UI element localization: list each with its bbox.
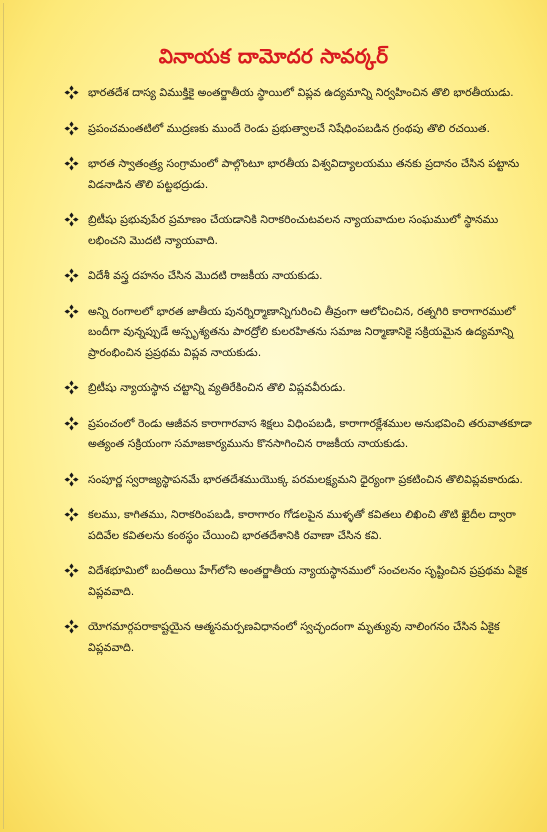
list-item	[64, 414, 534, 455]
list-item	[64, 83, 534, 104]
four-diamond-ornament-icon	[64, 212, 79, 227]
list-item-text: యోగమార్గపరాకాష్టయైన ఆత్మసమర్పణవిధానంలో స్వచ్ఛందంగా మృత్యువు నాలింగనం చేసిన ఏకైక విప్లవవాది.	[88, 620, 500, 654]
four-diamond-ornament-icon	[64, 85, 79, 100]
four-diamond-ornament-icon	[64, 304, 79, 319]
four-diamond-ornament-icon	[64, 268, 79, 283]
list-item	[64, 561, 534, 602]
list-item	[64, 470, 534, 491]
list-item-text: భారత స్వాతంత్ర్య సంగ్రామంలో పాల్గొంటూ భారతీయ విశ్వవిద్యాలయము తనకు ప్రదానం చేసిన పట్టాను విడనాడిన తొలి పట్టభద్రుడు.	[88, 157, 520, 191]
list-item	[64, 210, 534, 251]
four-diamond-ornament-icon	[64, 563, 79, 578]
list-item-text: కలము, కాగితము, నిరాకరింపబడి, కారాగారం గోడలపైన ముళ్ళతో కవితలు లిఖించి తొటి ఖైదీల ద్వారా పదివేల కవితలను కంఠస్థం చేయించి భారతదేశానికి రవాణా చేసిన కవి.	[88, 508, 516, 542]
four-diamond-ornament-icon	[64, 416, 79, 431]
list-item-text: భారతదేశ దాస్య విముక్తికై అంతర్జాతీయ స్థాయిలో విప్లవ ఉద్యమాన్ని నిర్వహించిన తొలి భారతీయుడు.	[88, 86, 514, 99]
list-item-text: బ్రిటీషు న్యాయస్థాన చట్టాన్ని వ్యతిరేకించిన తొలి విప్లవవీరుడు.	[88, 381, 346, 394]
list-item-text: విదేశభూమిలో బందీఅయి హేగ్‌లోని అంతర్జాతీయ న్యాయస్థానములో సంచలనం సృష్టించిన ప్రప్రథమ ఏకైక విప్లవవాది.	[88, 564, 528, 598]
list-item	[64, 378, 534, 399]
list-item-text: విదేశీ వస్త్ర దహనం చేసిన మొదటి రాజకీయ నాయకుడు.	[88, 269, 323, 282]
four-diamond-ornament-icon	[64, 156, 79, 171]
four-diamond-ornament-icon	[64, 121, 79, 136]
list-item	[64, 119, 534, 140]
list-item-text: ప్రపంచమంతటిలో ముద్రణకు ముందే రెండు ప్రభుత్వాలచే నిషేధింపబడిన గ్రంథపు తొలి రచయిత.	[88, 121, 490, 135]
four-diamond-ornament-icon	[64, 507, 79, 522]
four-diamond-ornament-icon	[64, 380, 79, 395]
list-item-text: ప్రపంచంలో రెండు ఆజీవన కారాగారవాస శిక్షలు విధింపబడి, కారాగారక్లేశముల అనుభవించి తరువాతకూడా అత్యంత సక్రియంగా సమాజకార్యమును కొనసాగించిన రాజకీయ నాయకుడు.	[88, 416, 532, 450]
four-diamond-ornament-icon	[64, 619, 79, 634]
four-diamond-ornament-icon	[64, 472, 79, 487]
list-item	[64, 302, 534, 364]
list-item	[64, 154, 534, 195]
list-item	[64, 617, 534, 658]
list-item	[64, 266, 534, 287]
list-item-text: బ్రిటీషు ప్రభువుపేర ప్రమాణం చేయడానికి నిరాకరించుటవలన న్యాయవాదుల సంఘములో స్థానము లభించని మొదటి న్యాయవాది.	[88, 213, 499, 247]
list-item	[64, 505, 534, 546]
list-item-text: సంపూర్ణ స్వరాజ్యస్థాపనమే భారతదేశముయొక్క పరమలక్ష్యమని ధైర్యంగా ప్రకటించిన తొలివిప్లవకారుడు.	[88, 472, 523, 486]
list-item-text: అన్ని రంగాలలో భారత జాతీయ పునర్నిర్మాణాన్నిగురించి తీవ్రంగా ఆలోచించిన, రత్నగిరి కారాగారములో బందీగా వున్నప్పుడే అస్పృశ్యతను పారద్రోలి కులరహితను సమాజ నిర్మాణానికై సక్రియమైన ఉద్యమాన్ని ప్రారంభించిన ప్రప్రథమ విప్లవ నాయకుడు.	[88, 304, 516, 359]
page-title: వినాయక దామోదర సావర్కర్	[158, 44, 389, 68]
fact-list	[64, 83, 534, 673]
